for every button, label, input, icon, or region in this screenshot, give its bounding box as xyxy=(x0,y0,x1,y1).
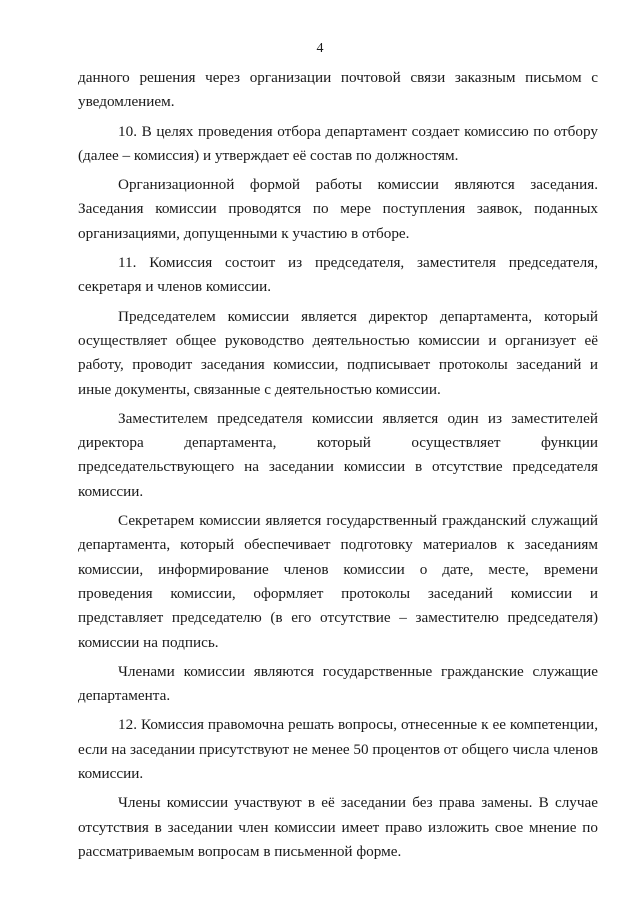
paragraph-members: Членами комиссии являются государственные гражданские служащие департамента. xyxy=(78,662,598,705)
paragraph-item-10: 10. В целях проведения отбора департамент создает комиссию по отбору (далее – комиссия) и утверждает её состав по должностям. xyxy=(78,122,598,164)
page-number: 4 xyxy=(316,41,324,56)
paragraph-continuation: данного решения через организации почтовой связи заказным письмом с уведомлением. xyxy=(78,69,598,111)
document-body xyxy=(78,66,598,869)
paragraph-meeting-form: Организационной формой работы комиссии являются заседания. Заседания комиссии проводятся по мере поступления заявок, поданных организациями, допущенными к участию в отборе. xyxy=(78,176,598,242)
paragraph-chairman: Председателем комиссии является директор департамента, который осуществляет общее руководство деятельностью комиссии и организует её работу, проводит заседания комиссии, подписывает протоколы заседаний и иные документы, связанные с деятельностью комиссии. xyxy=(78,307,598,398)
paragraph-item-11: 11. Комиссия состоит из председателя, заместителя председателя, секретаря и членов комиссии. xyxy=(78,254,598,296)
paragraph-item-12: 12. Комиссия правомочна решать вопросы, отнесенные к ее компетенции, если на заседании присутствуют не менее 50 процентов от общего числа членов комиссии. xyxy=(78,716,598,783)
paragraph-deputy-chairman: Заместителем председателя комиссии является один из заместителей директора департамента, который осуществляет функции председательствующего на заседании комиссии в отсутствие председателя комиссии. xyxy=(78,409,598,500)
paragraph-secretary: Секретарем комиссии является государственный гражданский служащий департамента, который обеспечивает подготовку материалов к заседаниям комиссии, информирование членов комиссии о дате, месте, времени проведения комиссии, оформляет протоколы заседаний комиссии и представляет председателю (в его отсутствие – заместителю председателя) комиссии на подпись. xyxy=(78,512,598,651)
paragraph-participation: Члены комиссии участвуют в её заседании без права замены. В случае отсутствия в заседании член комиссии имеет право изложить свое мнение по рассматриваемым вопросам в письменной форме. xyxy=(78,794,598,860)
